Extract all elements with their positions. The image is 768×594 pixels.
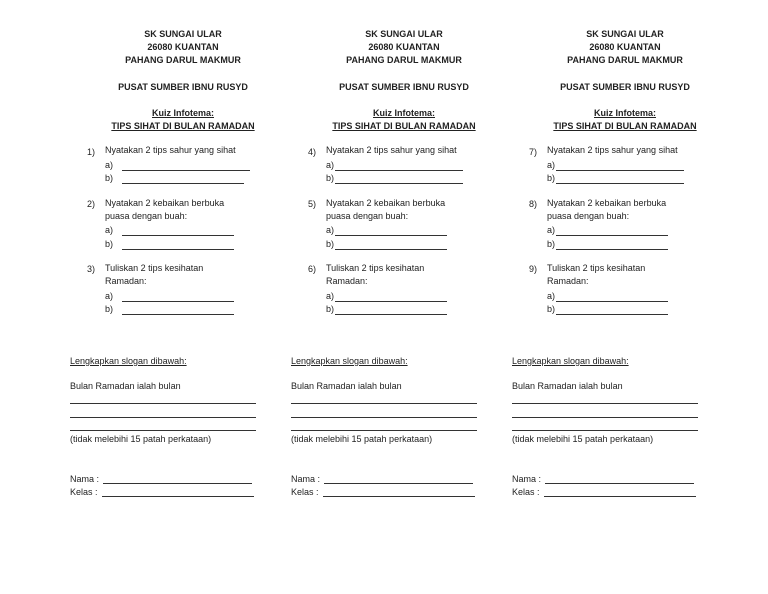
class-field[interactable] [323,496,475,497]
question-text: Tuliskan 2 tips kesihatan Ramadan: [547,263,646,286]
quiz-subtitle: TIPS SIHAT DI BULAN RAMADAN [553,121,697,131]
name-field[interactable] [103,483,252,484]
question-text: Nyatakan 2 tips sahur yang sihat [105,145,236,155]
answer-a-line[interactable] [122,170,250,171]
option-b-label: b) [547,304,556,314]
option-b-label: b) [326,304,335,314]
answer-b-line[interactable] [556,249,668,250]
resource-center: PUSAT SUMBER IBNU RUSYD [339,82,469,92]
question-number: 7) [529,147,538,157]
question-text: Nyatakan 2 kebaikan berbuka puasa dengan buah: [105,198,225,221]
answer-b-line[interactable] [335,249,447,250]
school-postcode: 26080 KUANTAN [368,42,440,52]
quiz-title: Kuiz Infotema: [373,108,435,118]
option-a-label: a) [326,160,335,170]
slogan-line[interactable] [512,417,698,418]
school-postcode: 26080 KUANTAN [589,42,661,52]
option-b-label: b) [105,304,114,314]
answer-b-line[interactable] [122,183,244,184]
question-number: 1) [87,147,96,157]
option-b-label: b) [326,239,335,249]
school-state: PAHANG DARUL MAKMUR [567,55,683,65]
name-label: Nama : [70,474,100,484]
option-b-label: b) [105,173,114,183]
answer-a-line[interactable] [556,170,684,171]
question-text: Nyatakan 2 kebaikan berbuka puasa dengan buah: [547,198,667,221]
school-name: SK SUNGAI ULAR [365,29,443,39]
class-field[interactable] [102,496,254,497]
question-text: Tuliskan 2 tips kesihatan Ramadan: [326,263,425,286]
answer-a-line[interactable] [556,301,668,302]
slogan-prompt: Bulan Ramadan ialah bulan [512,381,623,391]
slogan-note: (tidak melebihi 15 patah perkataan) [512,434,654,444]
resource-center: PUSAT SUMBER IBNU RUSYD [118,82,248,92]
class-label: Kelas : [70,487,98,497]
option-b-label: b) [326,173,335,183]
slogan-heading: Lengkapkan slogan dibawah: [70,356,187,366]
option-b-label: b) [547,239,556,249]
quiz-column-3 [510,0,740,594]
quiz-title: Kuiz Infotema: [594,108,656,118]
option-a-label: a) [547,160,556,170]
option-b-label: b) [547,173,556,183]
option-a-label: a) [547,225,556,235]
slogan-line[interactable] [70,430,256,431]
quiz-subtitle: TIPS SIHAT DI BULAN RAMADAN [111,121,255,131]
slogan-prompt: Bulan Ramadan ialah bulan [291,381,402,391]
slogan-note: (tidak melebihi 15 patah perkataan) [291,434,433,444]
quiz-column-2 [289,0,519,594]
question-text: Nyatakan 2 kebaikan berbuka puasa dengan buah: [326,198,446,221]
slogan-note: (tidak melebihi 15 patah perkataan) [70,434,212,444]
school-name: SK SUNGAI ULAR [586,29,664,39]
name-field[interactable] [324,483,473,484]
option-b-label: b) [105,239,114,249]
question-number: 6) [308,264,317,274]
quiz-column-1 [68,0,298,594]
answer-b-line[interactable] [122,249,234,250]
option-a-label: a) [105,225,114,235]
school-postcode: 26080 KUANTAN [147,42,219,52]
answer-a-line[interactable] [335,301,447,302]
slogan-prompt: Bulan Ramadan ialah bulan [70,381,181,391]
quiz-subtitle: TIPS SIHAT DI BULAN RAMADAN [332,121,476,131]
slogan-line[interactable] [291,417,477,418]
slogan-line[interactable] [291,403,477,404]
name-label: Nama : [291,474,321,484]
option-a-label: a) [547,291,556,301]
slogan-line[interactable] [291,430,477,431]
answer-a-line[interactable] [556,235,668,236]
class-field[interactable] [544,496,696,497]
school-state: PAHANG DARUL MAKMUR [125,55,241,65]
slogan-heading: Lengkapkan slogan dibawah: [291,356,408,366]
question-text: Nyatakan 2 tips sahur yang sihat [326,145,457,155]
question-number: 3) [87,264,96,274]
question-number: 2) [87,199,96,209]
answer-a-line[interactable] [122,235,234,236]
school-name: SK SUNGAI ULAR [144,29,222,39]
quiz-title: Kuiz Infotema: [152,108,214,118]
question-number: 5) [308,199,317,209]
question-text: Nyatakan 2 tips sahur yang sihat [547,145,678,155]
slogan-line[interactable] [70,403,256,404]
option-a-label: a) [105,160,114,170]
question-number: 4) [308,147,317,157]
question-text: Tuliskan 2 tips kesihatan Ramadan: [105,263,204,286]
question-number: 9) [529,264,538,274]
slogan-line[interactable] [70,417,256,418]
class-label: Kelas : [512,487,540,497]
slogan-heading: Lengkapkan slogan dibawah: [512,356,629,366]
answer-a-line[interactable] [335,235,447,236]
answer-a-line[interactable] [335,170,463,171]
school-state: PAHANG DARUL MAKMUR [346,55,462,65]
name-label: Nama : [512,474,542,484]
answer-b-line[interactable] [335,183,463,184]
name-field[interactable] [545,483,694,484]
option-a-label: a) [326,225,335,235]
question-number: 8) [529,199,538,209]
answer-b-line[interactable] [556,183,684,184]
slogan-line[interactable] [512,403,698,404]
answer-b-line[interactable] [556,314,668,315]
option-a-label: a) [105,291,114,301]
slogan-line[interactable] [512,430,698,431]
option-a-label: a) [326,291,335,301]
answer-a-line[interactable] [122,301,234,302]
class-label: Kelas : [291,487,319,497]
answer-b-line[interactable] [122,314,234,315]
answer-b-line[interactable] [335,314,447,315]
resource-center: PUSAT SUMBER IBNU RUSYD [560,82,690,92]
